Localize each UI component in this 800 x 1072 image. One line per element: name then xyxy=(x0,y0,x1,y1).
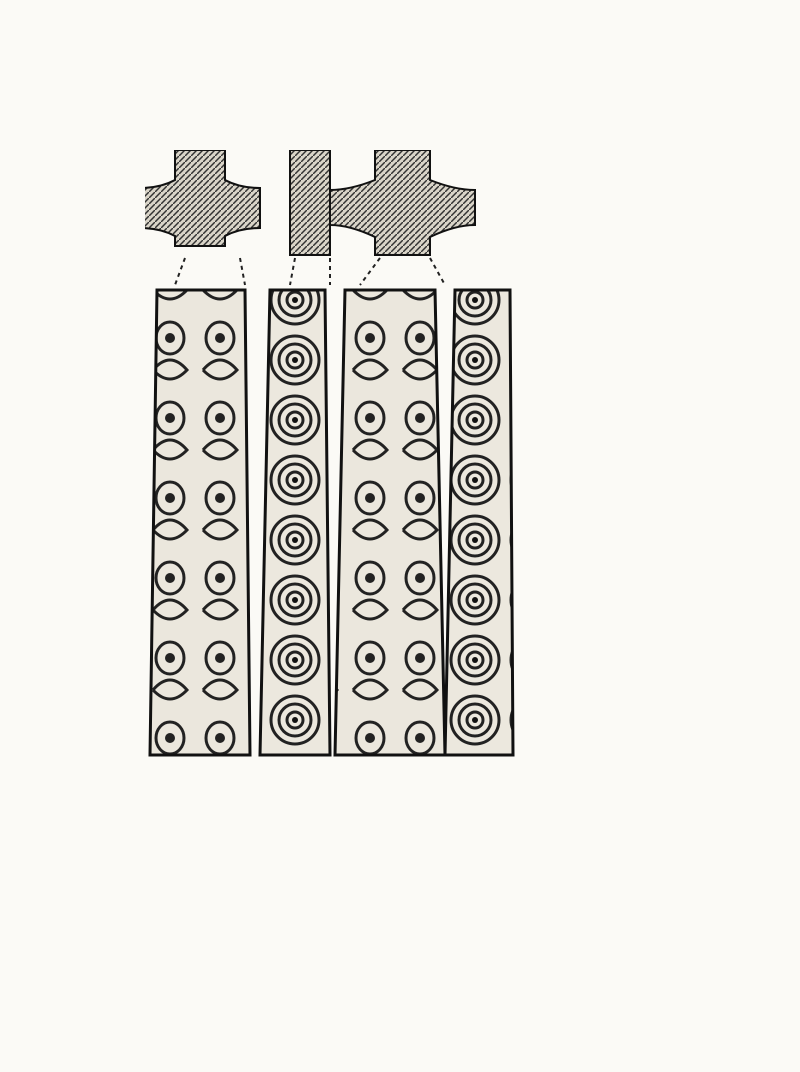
figure-63-illustration xyxy=(145,150,515,760)
